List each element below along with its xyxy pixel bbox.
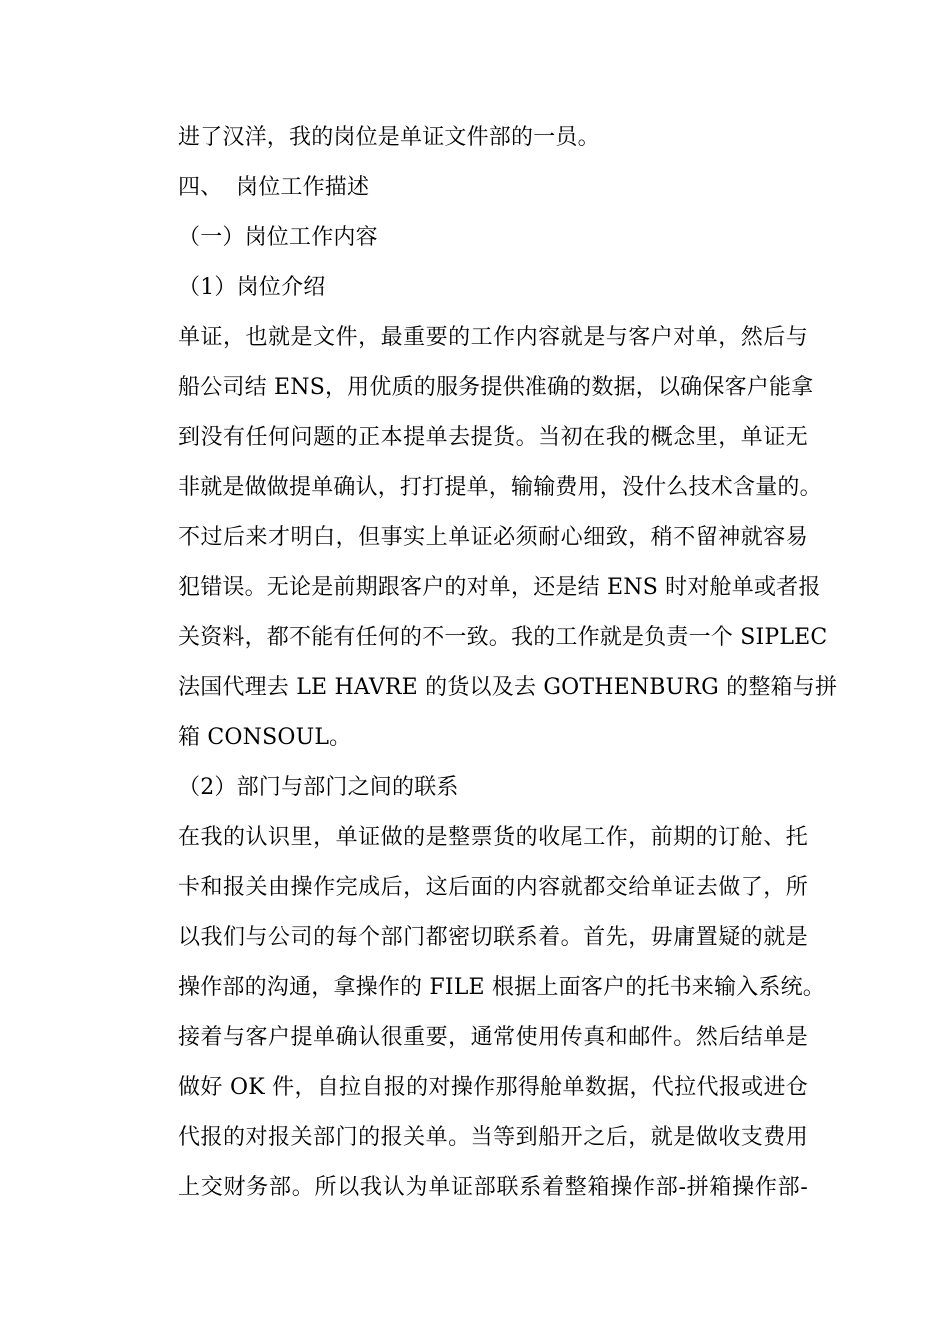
paragraph-line: 代报的对报关部门的报关单。当等到船开之后，就是做收支费用 — [178, 1125, 808, 1150]
paragraph-line: 非就是做做提单确认，打打提单，输输费用，没什么技术含量的。 — [178, 475, 822, 500]
paragraph-line: 操作部的沟通，拿操作的 FILE 根据上面客户的托书来输入系统。 — [178, 975, 826, 1000]
subsection-heading: （一）岗位工作内容 — [178, 225, 378, 250]
paragraph-line: 犯错误。无论是前期跟客户的对单，还是结 ENS 时对舱单或者报 — [178, 575, 821, 600]
section-title: 岗位工作描述 — [236, 175, 370, 200]
paragraph-line: 进了汉洋，我的岗位是单证文件部的一员。 — [178, 125, 600, 150]
paragraph-line: 以我们与公司的每个部门都密切联系着。首先，毋庸置疑的就是 — [178, 925, 808, 950]
paragraph-line: 在我的认识里，单证做的是整票货的收尾工作，前期的订舱、托 — [178, 825, 808, 850]
paragraph-line: 船公司结 ENS，用优质的服务提供准确的数据，以确保客户能拿 — [178, 375, 814, 400]
section-number: 四、 — [178, 175, 223, 200]
paragraph-line: 接着与客户提单确认很重要，通常使用传真和邮件。然后结单是 — [178, 1025, 808, 1050]
paragraph-line: 卡和报关由操作完成后，这后面的内容就都交给单证去做了，所 — [178, 875, 808, 900]
paragraph-line: 单证，也就是文件，最重要的工作内容就是与客户对单，然后与 — [178, 325, 808, 350]
section-heading — [178, 163, 808, 213]
paragraph-line: 关资料，都不能有任何的不一致。我的工作就是负责一个 SIPLEC — [178, 625, 828, 650]
paragraph-line: 做好 OK 件，自拉自报的对操作那得舱单数据，代拉代报或进仓 — [178, 1075, 808, 1100]
paragraph-line: 箱 CONSOUL。 — [178, 725, 352, 750]
document-body — [178, 113, 838, 1213]
subsubsection-heading: （2）部门与部门之间的联系 — [178, 775, 459, 800]
paragraph-line: 法国代理去 LE HAVRE 的货以及去 GOTHENBURG 的整箱与拼 — [178, 675, 838, 700]
subsubsection-heading: （1）岗位介绍 — [178, 275, 326, 300]
paragraph-line: 不过后来才明白，但事实上单证必须耐心细致，稍不留神就容易 — [178, 525, 808, 550]
paragraph-line: 到没有任何问题的正本提单去提货。当初在我的概念里，单证无 — [178, 425, 808, 450]
paragraph-line: 上交财务部。所以我认为单证部联系着整箱操作部-拼箱操作部- — [178, 1175, 808, 1200]
